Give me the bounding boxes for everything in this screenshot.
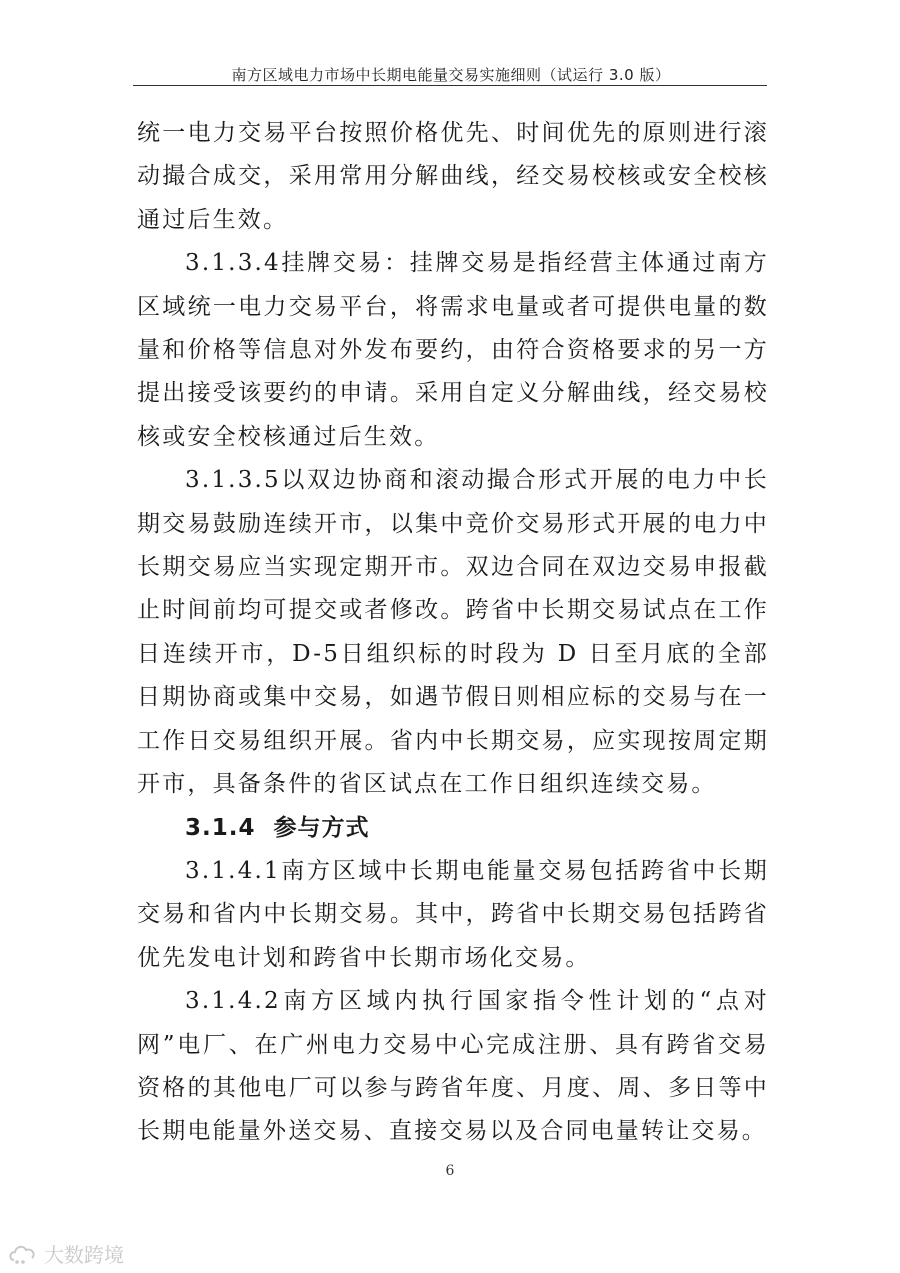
page-number: 6 — [445, 1163, 455, 1179]
section-heading — [137, 807, 769, 850]
body-text — [137, 112, 769, 1154]
paragraph-continuation: 统一电力交易平台按照价格优先、时间优先的原则进行滚动撮合成交，采用常用分解曲线，经交易校核或安全校核通过后生效。 — [137, 120, 769, 233]
watermark-text: 大数跨境 — [44, 1243, 124, 1267]
section-title: 参与方式 — [273, 814, 370, 841]
header-rule — [133, 85, 767, 86]
paragraph-3-1-3-4: 3.1.3.4挂牌交易：挂牌交易是指经营主体通过南方区域统一电力交易平台，将需求电量或者可提供电量的数量和价格等信息对外发布要约，由符合资格要求的另一方提出接受该要约的申请。采用自定义分解曲线，经交易校核或安全校核通过后生效。 — [137, 250, 769, 450]
section-number: 3.1.4 — [185, 814, 256, 841]
paragraph-3-1-3-5: 3.1.3.5以双边协商和滚动撮合形式开展的电力中长期交易鼓励连续开市，以集中竞价交易形式开展的电力中长期交易应当实现定期开市。双边合同在双边交易申报截止时间前均可提交或者修改。跨省中长期交易试点在工作日连续开市，D-5日组织标的时段为 D 日至月底的全部日期协商或集中交易，如遇节假日则相应标的交易与在一工作日交易组织开展。省内中长期交易，应实现按周定期开市，具备条件的省区试点在工作日组织连续交易。 — [137, 467, 769, 798]
paragraph-3-1-4-2: 3.1.4.2南方区域内执行国家指令性计划的“点对网”电厂、在广州电力交易中心完成注册、具有跨省交易资格的其他电厂可以参与跨省年度、月度、周、多日等中长期电能量外送交易、直接交易以及合同电量转让交易。 — [137, 988, 769, 1145]
watermark — [8, 1239, 124, 1268]
running-header: 南方区域电力市场中长期电能量交易实施细则（试运行 3.0 版） — [231, 66, 671, 84]
paragraph-3-1-4-1: 3.1.4.1南方区域中长期电能量交易包括跨省中长期交易和省内中长期交易。其中，跨省中长期交易包括跨省优先发电计划和跨省中长期市场化交易。 — [137, 857, 769, 971]
cloud-logo-icon — [8, 1242, 38, 1266]
